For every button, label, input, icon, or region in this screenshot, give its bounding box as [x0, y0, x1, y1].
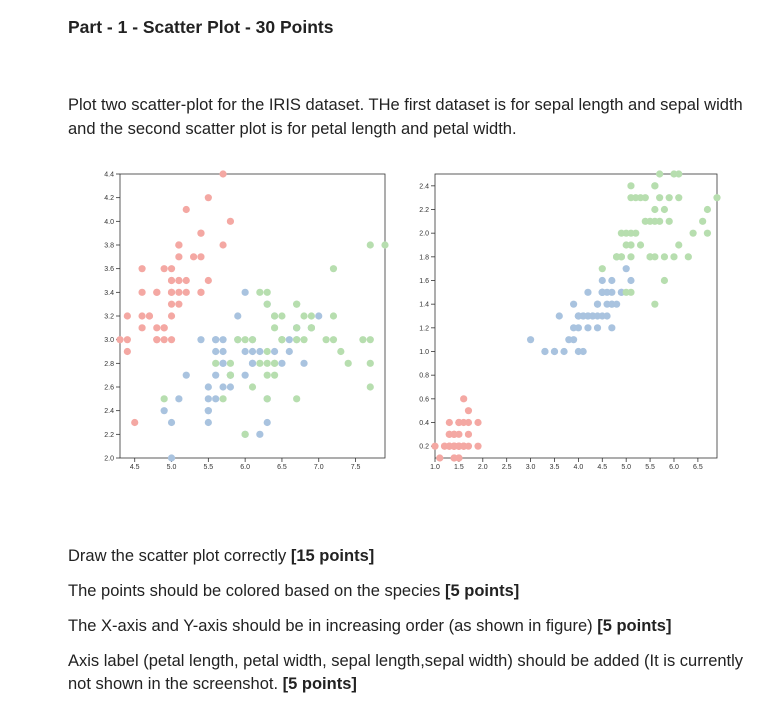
- data-point-virginica: [367, 383, 374, 390]
- y-tick-label: 3.0: [104, 337, 114, 345]
- y-tick-label: 2.2: [104, 431, 114, 439]
- data-point-virginica: [234, 336, 241, 343]
- plot-frame: [120, 174, 385, 458]
- data-point-virginica: [675, 241, 682, 248]
- data-point-setosa: [153, 289, 160, 296]
- data-point-virginica: [651, 182, 658, 189]
- criterion-points: [5 points]: [445, 582, 520, 600]
- scatter-plots-svg: [88, 164, 728, 484]
- data-point-setosa: [116, 336, 123, 343]
- data-point-setosa: [205, 277, 212, 284]
- data-point-virginica: [330, 312, 337, 319]
- data-point-versicolor: [599, 277, 606, 284]
- criterion-item: [68, 545, 758, 568]
- data-point-versicolor: [541, 348, 548, 355]
- data-point-setosa: [161, 324, 168, 331]
- data-point-virginica: [661, 206, 668, 213]
- y-tick-label: 4.0: [104, 218, 114, 226]
- data-point-virginica: [367, 241, 374, 248]
- data-point-virginica: [637, 241, 644, 248]
- data-point-setosa: [183, 289, 190, 296]
- data-point-setosa: [168, 336, 175, 343]
- data-point-versicolor: [565, 336, 572, 343]
- data-point-versicolor: [286, 348, 293, 355]
- data-point-versicolor: [623, 265, 630, 272]
- data-point-setosa: [161, 265, 168, 272]
- y-tick-label: 1.4: [419, 301, 429, 309]
- data-point-virginica: [278, 312, 285, 319]
- data-point-versicolor: [219, 360, 226, 367]
- data-point-setosa: [161, 336, 168, 343]
- data-point-versicolor: [219, 383, 226, 390]
- data-point-versicolor: [234, 312, 241, 319]
- data-point-virginica: [293, 301, 300, 308]
- data-point-virginica: [308, 324, 315, 331]
- data-point-virginica: [670, 253, 677, 260]
- data-point-versicolor: [613, 301, 620, 308]
- data-point-virginica: [704, 206, 711, 213]
- x-tick-label: 5.0: [166, 464, 177, 471]
- data-point-virginica: [367, 360, 374, 367]
- data-point-setosa: [474, 443, 481, 450]
- data-point-versicolor: [300, 360, 307, 367]
- data-point-setosa: [451, 443, 458, 450]
- data-point-virginica: [632, 230, 639, 237]
- data-point-setosa: [175, 277, 182, 284]
- data-point-setosa: [146, 312, 153, 319]
- y-tick-label: 0.4: [419, 420, 429, 427]
- y-tick-label: 0.6: [419, 396, 429, 404]
- data-point-versicolor: [608, 324, 615, 331]
- data-point-setosa: [431, 443, 438, 450]
- x-tick-label: 6.5: [693, 464, 703, 471]
- data-point-setosa: [168, 265, 175, 272]
- data-point-virginica: [264, 372, 271, 379]
- x-tick-label: 5.0: [621, 464, 632, 471]
- data-point-virginica: [627, 253, 634, 260]
- sepal-scatter-plot: [104, 170, 388, 471]
- data-point-virginica: [264, 360, 271, 367]
- data-point-setosa: [465, 407, 472, 414]
- data-point-virginica: [651, 218, 658, 225]
- data-point-setosa: [451, 454, 458, 461]
- data-point-virginica: [293, 336, 300, 343]
- data-point-virginica: [713, 194, 720, 201]
- data-point-virginica: [642, 194, 649, 201]
- assignment-description: Plot two scatter-plot for the IRIS dataset. THe first dataset is for sepal length and sepal width and the second scatter plot is for petal length and petal width.: [68, 96, 743, 138]
- data-point-virginica: [249, 383, 256, 390]
- y-tick-label: 0.8: [419, 372, 429, 380]
- y-tick-label: 4.2: [104, 195, 114, 203]
- data-point-versicolor: [575, 324, 582, 331]
- y-tick-label: 3.4: [104, 289, 114, 297]
- data-point-setosa: [219, 170, 226, 177]
- data-point-virginica: [623, 241, 630, 248]
- data-point-virginica: [646, 253, 653, 260]
- data-point-virginica: [381, 241, 388, 248]
- criterion-points: [5 points]: [597, 617, 672, 635]
- criterion-text: Draw the scatter plot correctly: [68, 547, 291, 565]
- criterion-item: [68, 615, 758, 638]
- x-tick-label: 7.0: [313, 464, 324, 471]
- x-tick-label: 4.0: [573, 464, 584, 471]
- data-point-virginica: [699, 218, 706, 225]
- data-point-versicolor: [256, 431, 263, 438]
- data-point-virginica: [337, 348, 344, 355]
- data-point-versicolor: [551, 348, 558, 355]
- data-point-virginica: [300, 336, 307, 343]
- data-point-setosa: [124, 348, 131, 355]
- data-point-versicolor: [219, 336, 226, 343]
- data-point-virginica: [632, 194, 639, 201]
- data-point-setosa: [197, 253, 204, 260]
- x-tick-label: 3.0: [525, 464, 536, 471]
- data-point-setosa: [168, 301, 175, 308]
- scatter-plots-figure: [88, 164, 728, 484]
- data-point-virginica: [242, 336, 249, 343]
- data-point-setosa: [175, 241, 182, 248]
- data-point-setosa: [190, 253, 197, 260]
- data-point-setosa: [175, 289, 182, 296]
- data-point-virginica: [271, 324, 278, 331]
- data-point-versicolor: [205, 419, 212, 426]
- y-tick-label: 1.2: [419, 325, 429, 333]
- criterion-text: The X-axis and Y-axis should be in increasing order (as shown in figure): [68, 617, 598, 635]
- data-point-virginica: [345, 360, 352, 367]
- data-point-versicolor: [242, 289, 249, 296]
- page-heading: Part - 1 - Scatter Plot - 30 Points: [68, 17, 334, 37]
- data-point-versicolor: [197, 336, 204, 343]
- data-point-versicolor: [589, 312, 596, 319]
- data-point-virginica: [642, 218, 649, 225]
- data-point-setosa: [124, 336, 131, 343]
- data-point-virginica: [685, 253, 692, 260]
- data-point-setosa: [197, 230, 204, 237]
- data-point-virginica: [613, 253, 620, 260]
- data-point-setosa: [138, 289, 145, 296]
- data-point-virginica: [661, 277, 668, 284]
- data-point-virginica: [618, 230, 625, 237]
- data-point-setosa: [168, 312, 175, 319]
- data-point-virginica: [330, 336, 337, 343]
- data-point-versicolor: [219, 348, 226, 355]
- x-tick-label: 6.5: [277, 464, 287, 471]
- data-point-virginica: [256, 360, 263, 367]
- data-point-setosa: [460, 395, 467, 402]
- data-point-versicolor: [161, 407, 168, 414]
- data-point-versicolor: [580, 348, 587, 355]
- y-tick-label: 3.2: [104, 313, 114, 321]
- data-point-versicolor: [315, 312, 322, 319]
- y-tick-label: 2.4: [104, 408, 114, 416]
- y-tick-label: 2.8: [104, 360, 114, 368]
- data-point-virginica: [627, 182, 634, 189]
- criterion-text: Axis label (petal length, petal width, sepal length,sepal width) should be added (It is currently not shown in the screenshot.: [68, 652, 744, 693]
- data-point-virginica: [278, 336, 285, 343]
- data-point-virginica: [323, 336, 330, 343]
- data-point-virginica: [249, 336, 256, 343]
- data-point-setosa: [436, 454, 443, 461]
- y-tick-label: 2.0: [104, 455, 114, 463]
- data-point-setosa: [138, 265, 145, 272]
- data-point-versicolor: [212, 336, 219, 343]
- data-point-virginica: [264, 395, 271, 402]
- data-point-setosa: [131, 419, 138, 426]
- data-point-virginica: [271, 312, 278, 319]
- data-point-setosa: [197, 289, 204, 296]
- data-point-versicolor: [560, 348, 567, 355]
- data-point-setosa: [451, 431, 458, 438]
- y-tick-label: 2.2: [419, 207, 429, 214]
- data-point-virginica: [227, 360, 234, 367]
- data-point-virginica: [675, 170, 682, 177]
- y-tick-label: 2.0: [419, 230, 429, 238]
- data-point-versicolor: [249, 348, 256, 355]
- data-point-versicolor: [205, 395, 212, 402]
- data-point-virginica: [330, 265, 337, 272]
- data-point-virginica: [690, 230, 697, 237]
- y-tick-label: 3.8: [104, 242, 114, 250]
- criterion-item: [68, 650, 758, 696]
- data-point-setosa: [183, 206, 190, 213]
- data-point-virginica: [308, 312, 315, 319]
- data-point-versicolor: [212, 372, 219, 379]
- data-point-versicolor: [603, 301, 610, 308]
- data-point-setosa: [455, 419, 462, 426]
- data-point-setosa: [205, 194, 212, 201]
- x-tick-label: 1.5: [454, 464, 464, 471]
- data-point-setosa: [465, 431, 472, 438]
- data-point-versicolor: [570, 301, 577, 308]
- x-tick-label: 4.5: [597, 464, 608, 471]
- data-point-setosa: [175, 301, 182, 308]
- data-point-virginica: [227, 372, 234, 379]
- data-point-versicolor: [556, 312, 563, 319]
- data-point-versicolor: [286, 336, 293, 343]
- x-tick-label: 5.5: [645, 464, 655, 471]
- x-tick-label: 2.5: [501, 464, 512, 471]
- data-point-versicolor: [603, 312, 610, 319]
- data-point-virginica: [599, 265, 606, 272]
- y-tick-label: 3.6: [104, 266, 114, 274]
- y-tick-label: 2.6: [104, 384, 114, 392]
- y-tick-label: 4.4: [104, 171, 114, 179]
- data-point-versicolor: [594, 324, 601, 331]
- data-point-virginica: [656, 194, 663, 201]
- criterion-points: [15 points]: [290, 547, 375, 565]
- y-tick-label: 1.8: [419, 254, 429, 262]
- data-point-versicolor: [264, 419, 271, 426]
- data-point-versicolor: [168, 454, 175, 461]
- data-point-virginica: [666, 218, 673, 225]
- petal-scatter-plot: [419, 170, 720, 471]
- data-point-versicolor: [584, 324, 591, 331]
- data-point-setosa: [446, 419, 453, 426]
- data-point-virginica: [242, 431, 249, 438]
- data-point-setosa: [227, 218, 234, 225]
- data-point-versicolor: [594, 301, 601, 308]
- data-point-virginica: [256, 289, 263, 296]
- y-tick-label: 2.4: [419, 183, 429, 191]
- data-point-versicolor: [608, 277, 615, 284]
- data-point-versicolor: [599, 289, 606, 296]
- data-point-versicolor: [205, 407, 212, 414]
- data-point-setosa: [183, 277, 190, 284]
- data-point-virginica: [161, 395, 168, 402]
- y-tick-label: 0.2: [419, 443, 429, 451]
- data-point-versicolor: [183, 372, 190, 379]
- y-tick-label: 1.0: [419, 349, 429, 356]
- data-point-versicolor: [278, 360, 285, 367]
- data-point-virginica: [293, 324, 300, 331]
- data-point-versicolor: [527, 336, 534, 343]
- x-tick-label: 7.5: [350, 464, 361, 471]
- data-point-virginica: [656, 170, 663, 177]
- data-point-versicolor: [212, 395, 219, 402]
- data-point-setosa: [168, 277, 175, 284]
- data-point-versicolor: [249, 360, 256, 367]
- grading-criteria-list: [68, 545, 758, 708]
- data-point-virginica: [212, 360, 219, 367]
- data-point-virginica: [219, 395, 226, 402]
- data-point-versicolor: [580, 312, 587, 319]
- data-point-versicolor: [242, 372, 249, 379]
- data-point-virginica: [359, 336, 366, 343]
- data-point-virginica: [666, 194, 673, 201]
- data-point-versicolor: [242, 348, 249, 355]
- data-point-setosa: [175, 253, 182, 260]
- criterion-text: The points should be colored based on the species: [68, 582, 446, 600]
- data-point-virginica: [264, 301, 271, 308]
- data-point-versicolor: [584, 289, 591, 296]
- data-point-setosa: [474, 419, 481, 426]
- data-point-virginica: [651, 206, 658, 213]
- y-tick-label: 1.6: [419, 278, 429, 285]
- data-point-setosa: [153, 336, 160, 343]
- data-point-virginica: [675, 194, 682, 201]
- data-point-versicolor: [227, 383, 234, 390]
- data-point-setosa: [138, 324, 145, 331]
- data-point-virginica: [300, 312, 307, 319]
- x-tick-label: 2.0: [477, 464, 488, 471]
- data-point-virginica: [293, 395, 300, 402]
- data-point-setosa: [168, 289, 175, 296]
- data-point-versicolor: [627, 277, 634, 284]
- criterion-item: [68, 580, 758, 603]
- data-point-setosa: [138, 312, 145, 319]
- data-point-setosa: [153, 324, 160, 331]
- data-point-virginica: [704, 230, 711, 237]
- data-point-versicolor: [175, 395, 182, 402]
- x-tick-label: 6.0: [240, 464, 251, 471]
- data-point-versicolor: [205, 383, 212, 390]
- data-point-virginica: [651, 301, 658, 308]
- x-tick-label: 1.0: [430, 464, 440, 471]
- data-point-virginica: [271, 360, 278, 367]
- data-point-virginica: [264, 289, 271, 296]
- data-point-setosa: [219, 241, 226, 248]
- data-point-virginica: [271, 372, 278, 379]
- data-point-versicolor: [608, 289, 615, 296]
- data-point-versicolor: [256, 348, 263, 355]
- data-point-versicolor: [271, 348, 278, 355]
- data-point-setosa: [124, 312, 131, 319]
- x-tick-label: 6.0: [669, 464, 679, 471]
- data-point-virginica: [264, 348, 271, 355]
- data-point-virginica: [367, 336, 374, 343]
- data-point-virginica: [661, 253, 668, 260]
- x-tick-label: 3.5: [549, 464, 560, 471]
- data-point-versicolor: [168, 419, 175, 426]
- x-tick-label: 4.5: [129, 464, 140, 471]
- data-point-virginica: [627, 289, 634, 296]
- x-tick-label: 5.5: [203, 464, 214, 471]
- criterion-points: [5 points]: [282, 675, 357, 693]
- data-point-versicolor: [212, 348, 219, 355]
